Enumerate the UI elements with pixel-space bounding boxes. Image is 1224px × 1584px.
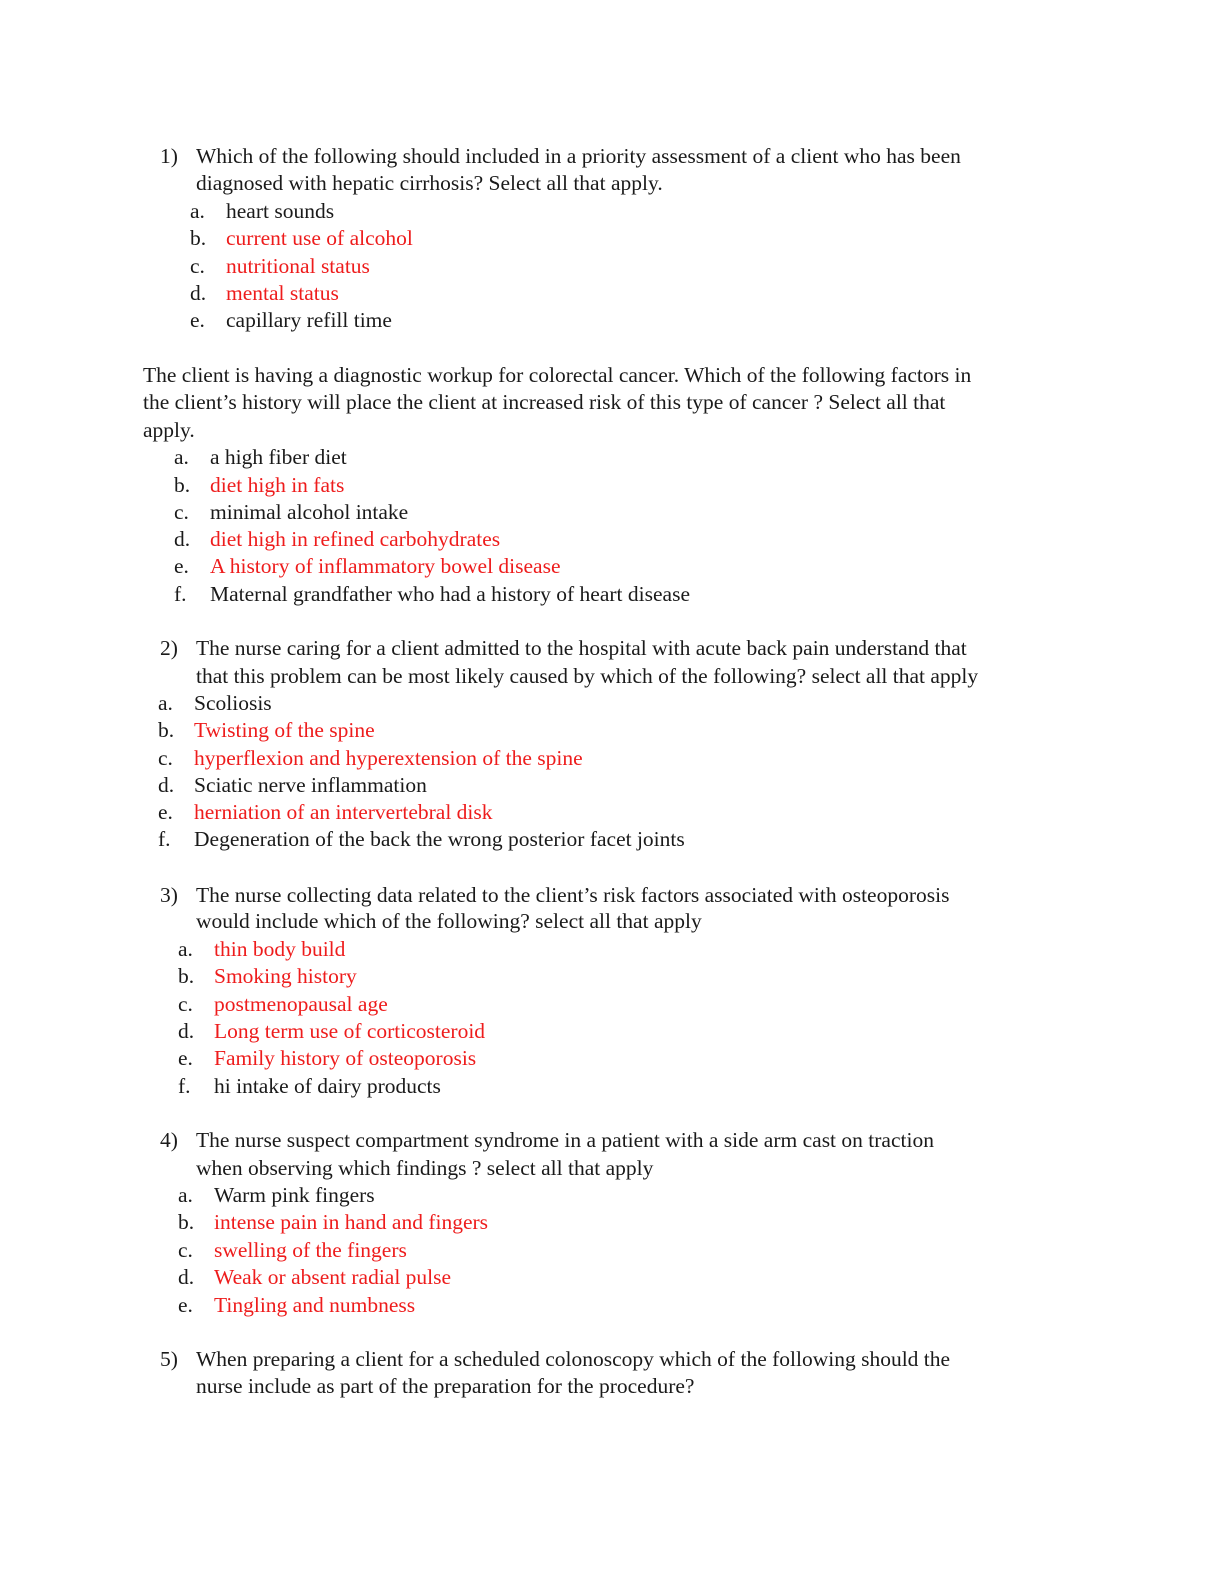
option-text: Scoliosis: [194, 691, 272, 715]
question-number: 5): [160, 1347, 178, 1371]
question-text: apply.: [143, 418, 195, 442]
option-letter: b.: [178, 1210, 195, 1234]
option-text: Degeneration of the back the wrong posterior facet joints: [194, 827, 685, 851]
option-letter: e.: [174, 554, 189, 578]
option-letter: e.: [178, 1293, 193, 1317]
option-letter: c.: [174, 500, 189, 524]
question-text: The client is having a diagnostic workup for colorectal cancer. Which of the following factors in: [143, 363, 972, 387]
option-letter: f.: [158, 827, 171, 851]
correct-option-text: hyperflexion and hyperextension of the spine: [194, 746, 583, 770]
option-letter: e.: [158, 800, 173, 824]
option-letter: c.: [158, 746, 173, 770]
question-text: diagnosed with hepatic cirrhosis? Select all that apply.: [196, 171, 663, 195]
option-letter: d.: [158, 773, 175, 797]
option-letter: b.: [174, 473, 191, 497]
option-letter: f.: [178, 1074, 191, 1098]
option-letter: c.: [190, 254, 205, 278]
correct-option-text: A history of inflammatory bowel disease: [210, 554, 561, 578]
question-text: the client’s history will place the client at increased risk of this type of cancer ? Select all that: [143, 390, 946, 414]
option-letter: b.: [190, 226, 207, 250]
option-letter: a.: [178, 1183, 193, 1207]
question-text: that this problem can be most likely caused by which of the following? select all that apply: [196, 664, 979, 688]
question-number: 2): [160, 636, 178, 660]
correct-option-text: diet high in fats: [210, 473, 345, 497]
question-text: when observing which findings ? select all that apply: [196, 1156, 654, 1180]
option-text: minimal alcohol intake: [210, 500, 409, 524]
correct-option-text: swelling of the fingers: [214, 1238, 407, 1262]
option-letter: e.: [178, 1046, 193, 1070]
option-letter: b.: [178, 964, 195, 988]
option-letter: d.: [178, 1019, 195, 1043]
correct-option-text: Smoking history: [214, 964, 357, 988]
option-text: a high fiber diet: [210, 445, 347, 469]
correct-option-text: postmenopausal age: [214, 992, 388, 1016]
correct-option-text: Twisting of the spine: [194, 718, 375, 742]
option-text: Sciatic nerve inflammation: [194, 773, 427, 797]
option-letter: d.: [190, 281, 207, 305]
question-text: nurse include as part of the preparation for the procedure?: [196, 1374, 695, 1398]
option-text: Maternal grandfather who had a history of heart disease: [210, 582, 690, 606]
question-text: The nurse collecting data related to the client’s risk factors associated with osteoporosis: [196, 883, 950, 907]
correct-option-text: Tingling and numbness: [214, 1293, 416, 1317]
correct-option-text: nutritional status: [226, 254, 370, 278]
question-number: 3): [160, 883, 178, 907]
option-text: Warm pink fingers: [214, 1183, 375, 1207]
question-text: Which of the following should included in a priority assessment of a client who has been: [196, 144, 961, 168]
question-text: The nurse caring for a client admitted to the hospital with acute back pain understand that: [196, 636, 967, 660]
question-text: would include which of the following? select all that apply: [196, 909, 702, 933]
correct-option-text: Long term use of corticosteroid: [214, 1019, 486, 1043]
option-text: heart sounds: [226, 199, 335, 223]
question-number: 1): [160, 144, 178, 168]
option-letter: d.: [178, 1265, 195, 1289]
option-letter: c.: [178, 992, 193, 1016]
correct-option-text: diet high in refined carbohydrates: [210, 527, 501, 551]
correct-option-text: herniation of an intervertebral disk: [194, 800, 493, 824]
option-letter: f.: [174, 582, 187, 606]
question-number: 4): [160, 1128, 178, 1152]
option-letter: a.: [178, 937, 193, 961]
question-text: When preparing a client for a scheduled colonoscopy which of the following should the: [196, 1347, 951, 1371]
correct-option-text: current use of alcohol: [226, 226, 413, 250]
option-letter: d.: [174, 527, 191, 551]
option-letter: a.: [190, 199, 205, 223]
question-text: The nurse suspect compartment syndrome in a patient with a side arm cast on traction: [196, 1128, 934, 1152]
option-letter: a.: [174, 445, 189, 469]
option-letter: b.: [158, 718, 175, 742]
correct-option-text: Family history of osteoporosis: [214, 1046, 477, 1070]
correct-option-text: Weak or absent radial pulse: [214, 1265, 452, 1289]
correct-option-text: thin body build: [214, 937, 346, 961]
option-text: hi intake of dairy products: [214, 1074, 441, 1098]
correct-option-text: mental status: [226, 281, 339, 305]
option-letter: a.: [158, 691, 173, 715]
option-text: capillary refill time: [226, 308, 392, 332]
option-letter: c.: [178, 1238, 193, 1262]
option-letter: e.: [190, 308, 205, 332]
correct-option-text: intense pain in hand and fingers: [214, 1210, 489, 1234]
